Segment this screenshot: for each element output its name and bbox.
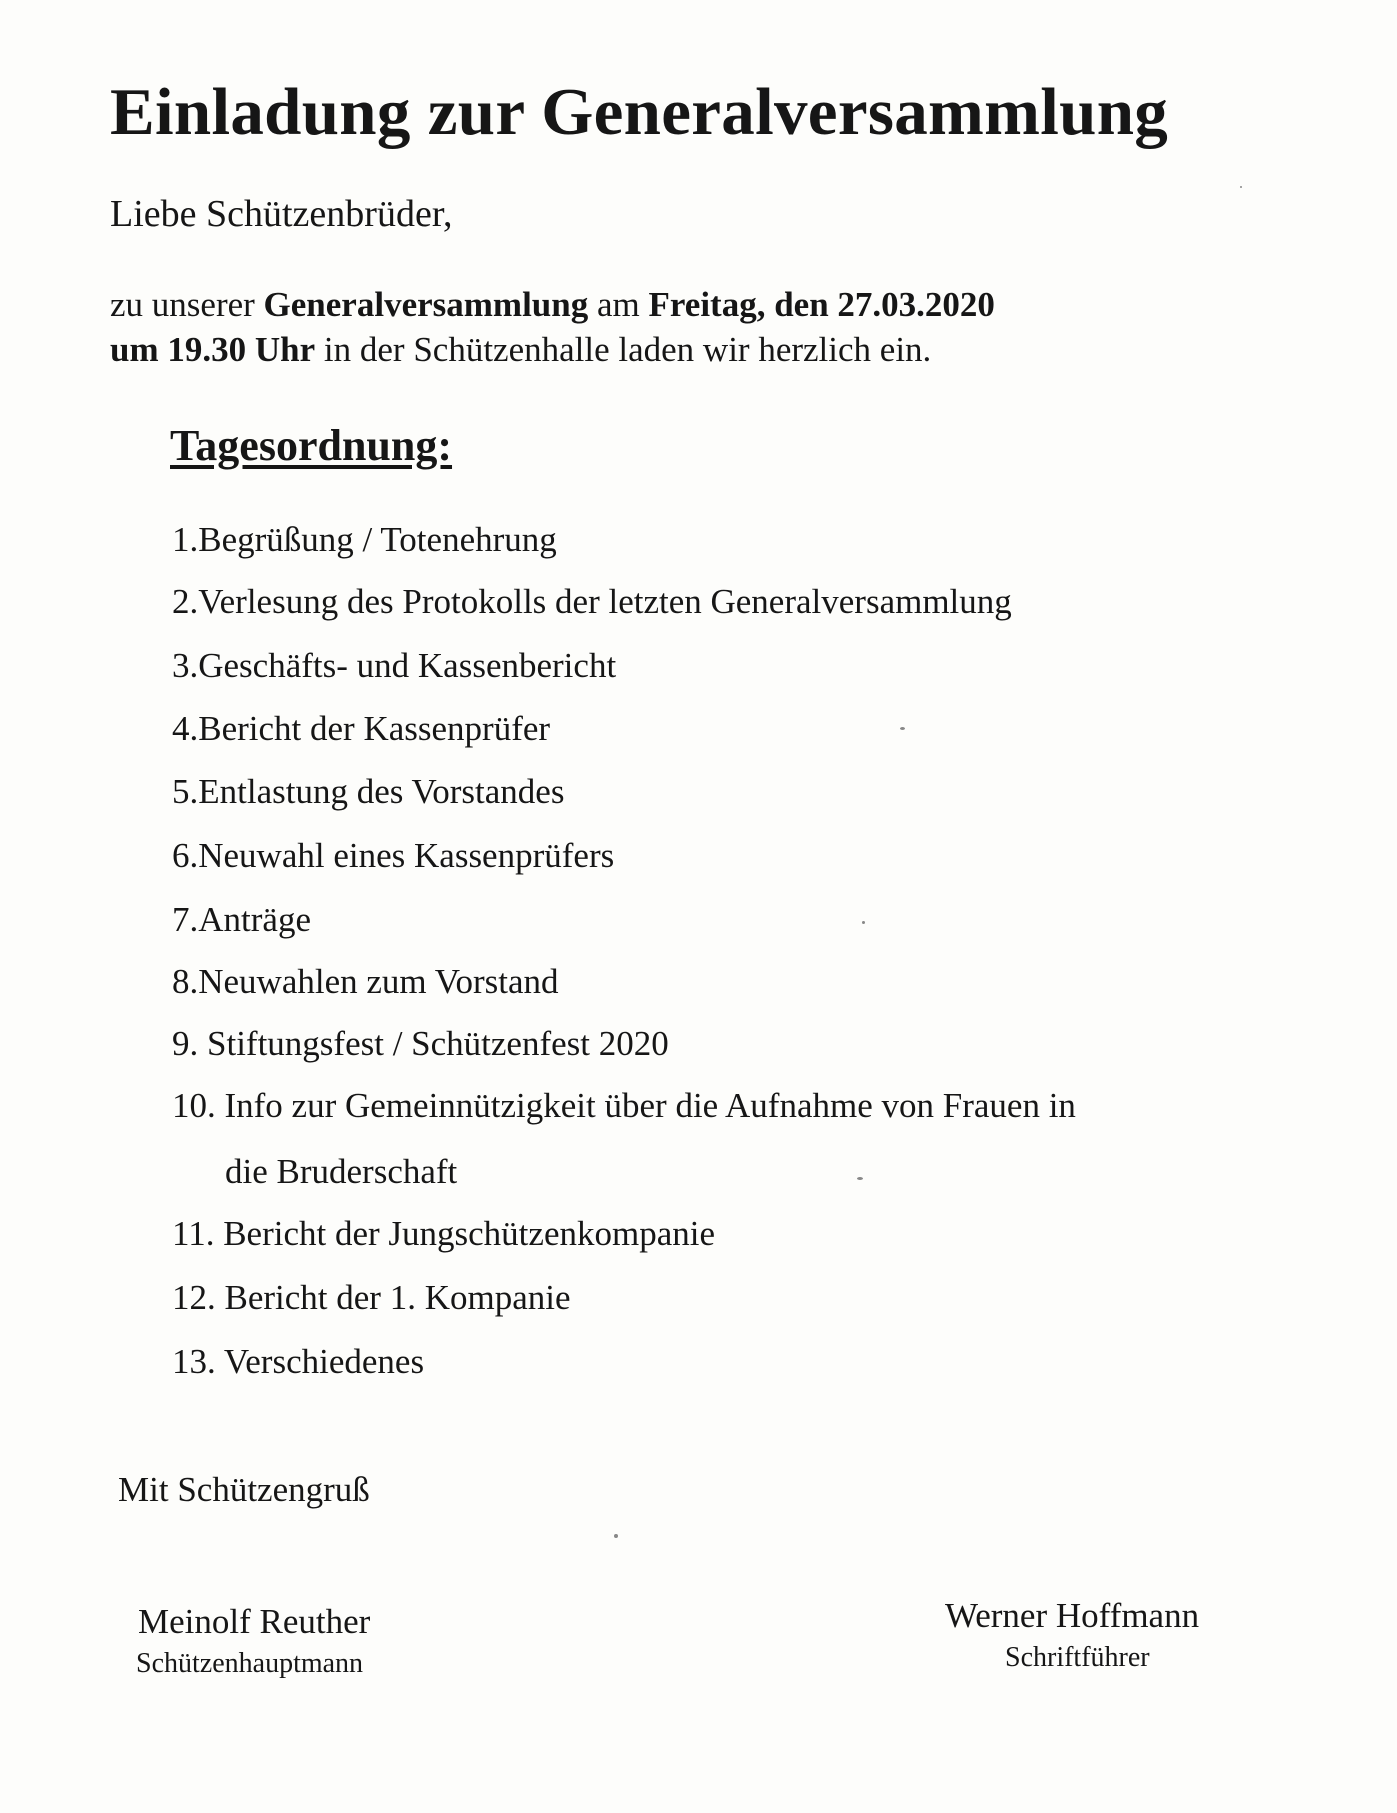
agenda-item: 2.Verlesung des Protokolls der letzten Generalversammlung <box>172 582 1012 621</box>
signature-name: Werner Hoffmann <box>945 1596 1200 1635</box>
scan-speck <box>862 921 865 924</box>
agenda-item: 10. Info zur Gemeinnützigkeit über die Aufnahme von Frauen in <box>172 1086 1076 1125</box>
intro-bold-event: Generalversammlung <box>263 285 589 324</box>
agenda-item: 12. Bericht der 1. Kompanie <box>172 1278 571 1317</box>
scan-speck <box>1240 186 1242 188</box>
intro-bold-time: um 19.30 Uhr <box>110 330 316 369</box>
intro-text: in der Schützenhalle laden wir herzlich ein. <box>315 330 932 369</box>
agenda-item-continuation: die Bruderschaft <box>225 1152 458 1191</box>
document-title: Einladung zur Generalversammlung <box>110 75 1169 149</box>
scan-speck <box>900 727 905 730</box>
signature-role: Schützenhauptmann <box>136 1648 364 1679</box>
intro-line-1 <box>110 282 995 327</box>
signature-name: Meinolf Reuther <box>138 1602 371 1641</box>
signature-role: Schriftführer <box>1005 1642 1150 1673</box>
intro-bold-date: Freitag, den 27.03.2020 <box>648 285 995 324</box>
agenda-item: 7.Anträge <box>172 900 311 939</box>
agenda-item: 13. Verschiedenes <box>172 1342 425 1381</box>
intro-text: zu unserer <box>110 285 264 324</box>
agenda-item: 1.Begrüßung / Totenehrung <box>172 520 557 559</box>
greeting: Liebe Schützenbrüder, <box>110 193 453 235</box>
agenda-item: 8.Neuwahlen zum Vorstand <box>172 962 559 1001</box>
agenda-item: 3.Geschäfts- und Kassenbericht <box>172 646 617 685</box>
intro-paragraph <box>110 282 995 372</box>
intro-text: am <box>588 285 649 324</box>
closing-salutation: Mit Schützengruß <box>118 1470 370 1509</box>
scan-speck <box>614 1534 618 1538</box>
scan-speck <box>857 1177 863 1180</box>
agenda-item: 6.Neuwahl eines Kassenprüfers <box>172 836 615 875</box>
intro-line-2 <box>110 327 995 372</box>
agenda-item: 9. Stiftungsfest / Schützenfest 2020 <box>172 1024 669 1063</box>
agenda-item: 4.Bericht der Kassenprüfer <box>172 709 551 748</box>
agenda-item: 11. Bericht der Jungschützenkompanie <box>172 1214 715 1253</box>
agenda-heading: Tagesordnung: <box>170 421 453 470</box>
agenda-item: 5.Entlastung des Vorstandes <box>172 772 565 811</box>
